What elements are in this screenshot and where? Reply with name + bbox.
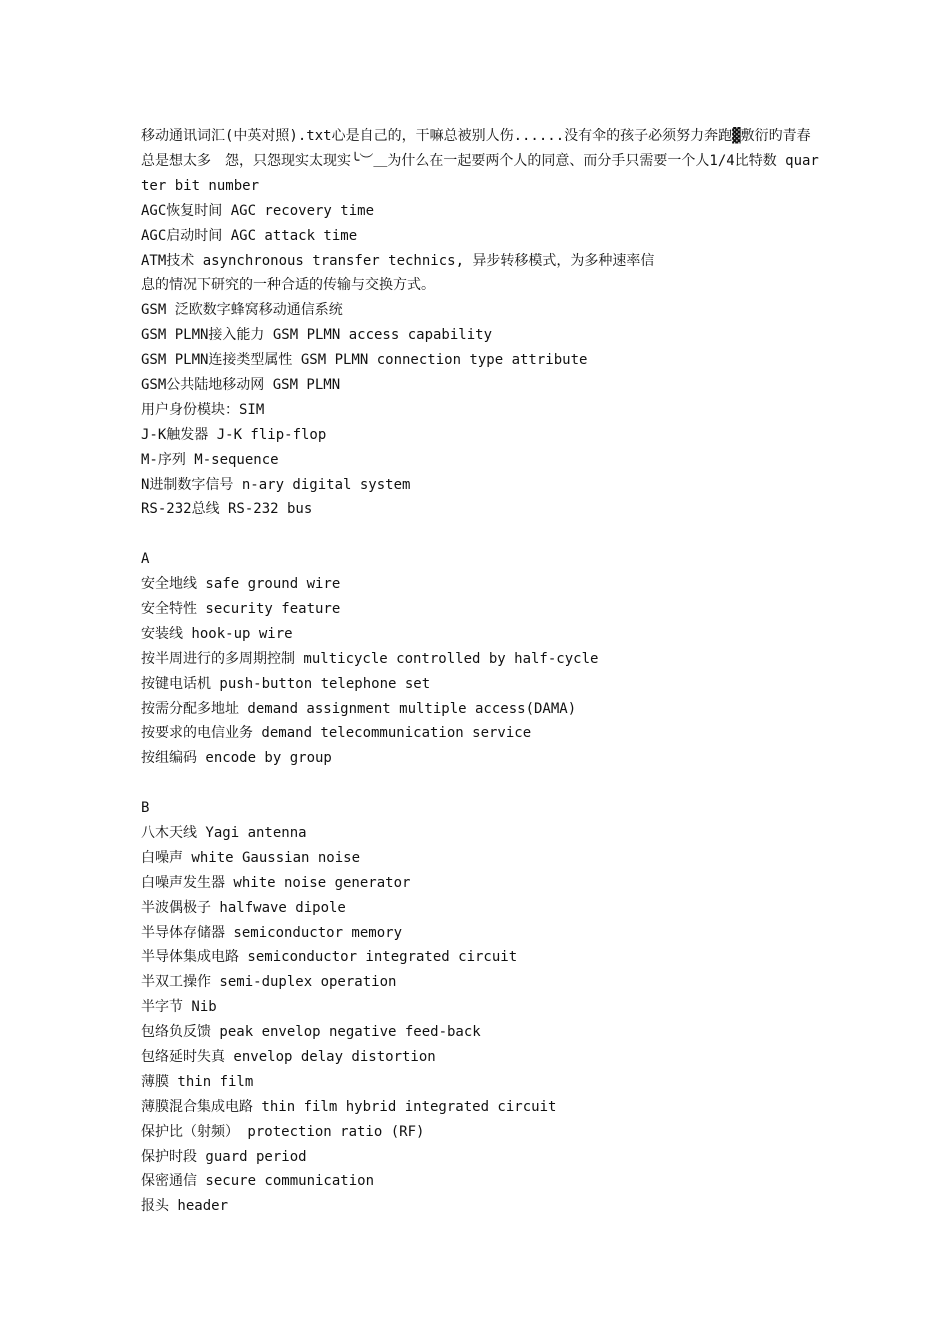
list-item: 八木天线 Yagi antenna bbox=[141, 824, 307, 841]
section-a bbox=[141, 547, 821, 771]
list-item: 按半周进行的多周期控制 multicycle controlled by half-cycle bbox=[141, 650, 599, 667]
section-heading: B bbox=[141, 800, 150, 817]
list-item: 包络延时失真 envelop delay distortion bbox=[141, 1049, 436, 1065]
list-item: 安装线 hook-up wire bbox=[141, 625, 293, 642]
list-item: ATM技术 asynchronous transfer technics, 异步转移模式，为多种速率信 bbox=[141, 252, 655, 269]
list-item: 白噪声 white Gaussian noise bbox=[141, 849, 361, 866]
list-item: GSM公共陆地移动网 GSM PLMN bbox=[141, 376, 341, 393]
blank-line bbox=[141, 771, 821, 796]
list-item: J-K触发器 J-K flip-flop bbox=[141, 426, 327, 443]
list-item: 薄膜 thin film bbox=[141, 1073, 254, 1090]
section-b bbox=[141, 796, 821, 1219]
list-item: 保密通信 secure communication bbox=[141, 1173, 375, 1190]
list-item: 半导体集成电路 semiconductor integrated circuit bbox=[141, 949, 518, 966]
list-item: 半导体存储器 semiconductor memory bbox=[141, 924, 403, 941]
blank-line bbox=[141, 522, 821, 547]
list-item: 包络负反馈 peak envelop negative feed-back bbox=[141, 1024, 481, 1041]
intro-paragraph: 移动通讯词汇(中英对照).txt心是自己的，干嘛总被别人伤......没有伞的孩子必须努力奔跑▓敷衍旳青春 总是想太多 怨，只怨现实太现实╰︶＿为什么在一起要两个人的同意、而分手只需要一个人1/4比特数 quarter bit number bbox=[141, 128, 839, 194]
list-item: N进制数字信号 n-ary digital system bbox=[141, 476, 411, 493]
list-item: 安全特性 security feature bbox=[141, 600, 341, 617]
list-item: GSM PLMN接入能力 GSM PLMN access capability bbox=[141, 327, 493, 344]
list-item: 息的情况下研究的一种合适的传输与交换方式。 bbox=[141, 277, 435, 294]
general-terms-list bbox=[141, 199, 821, 523]
list-item: 半双工操作 semi-duplex operation bbox=[141, 974, 397, 991]
list-item: GSM 泛欧数字蜂窝移动通信系统 bbox=[141, 302, 343, 319]
list-item: 保护时段 guard period bbox=[141, 1148, 307, 1165]
section-heading: A bbox=[141, 551, 150, 568]
list-item: 报头 header bbox=[141, 1198, 229, 1215]
document-body bbox=[141, 124, 839, 1219]
list-item: 安全地线 safe ground wire bbox=[141, 576, 341, 593]
list-item: 按要求的电信业务 demand telecommunication service bbox=[141, 725, 532, 742]
list-item: M-序列 M-sequence bbox=[141, 451, 279, 468]
list-item: RS-232总线 RS-232 bus bbox=[141, 501, 313, 518]
list-item: AGC恢复时间 AGC recovery time bbox=[141, 202, 375, 219]
list-item: 半字节 Nib bbox=[141, 999, 217, 1016]
list-item: GSM PLMN连接类型属性 GSM PLMN connection type attribute bbox=[141, 352, 588, 369]
list-item: AGC启动时间 AGC attack time bbox=[141, 227, 358, 244]
list-item: 按需分配多地址 demand assignment multiple access(DAMA) bbox=[141, 700, 577, 717]
list-item: 薄膜混合集成电路 thin film hybrid integrated circuit bbox=[141, 1098, 557, 1115]
list-item: 按键电话机 push-button telephone set bbox=[141, 675, 431, 692]
list-item: 半波偶极子 halfwave dipole bbox=[141, 899, 346, 916]
list-item: 按组编码 encode by group bbox=[141, 750, 332, 767]
list-item: 用户身份模块：SIM bbox=[141, 401, 265, 418]
list-item: 白噪声发生器 white noise generator bbox=[141, 874, 411, 891]
list-item: 保护比（射频） protection ratio (RF) bbox=[141, 1123, 425, 1140]
